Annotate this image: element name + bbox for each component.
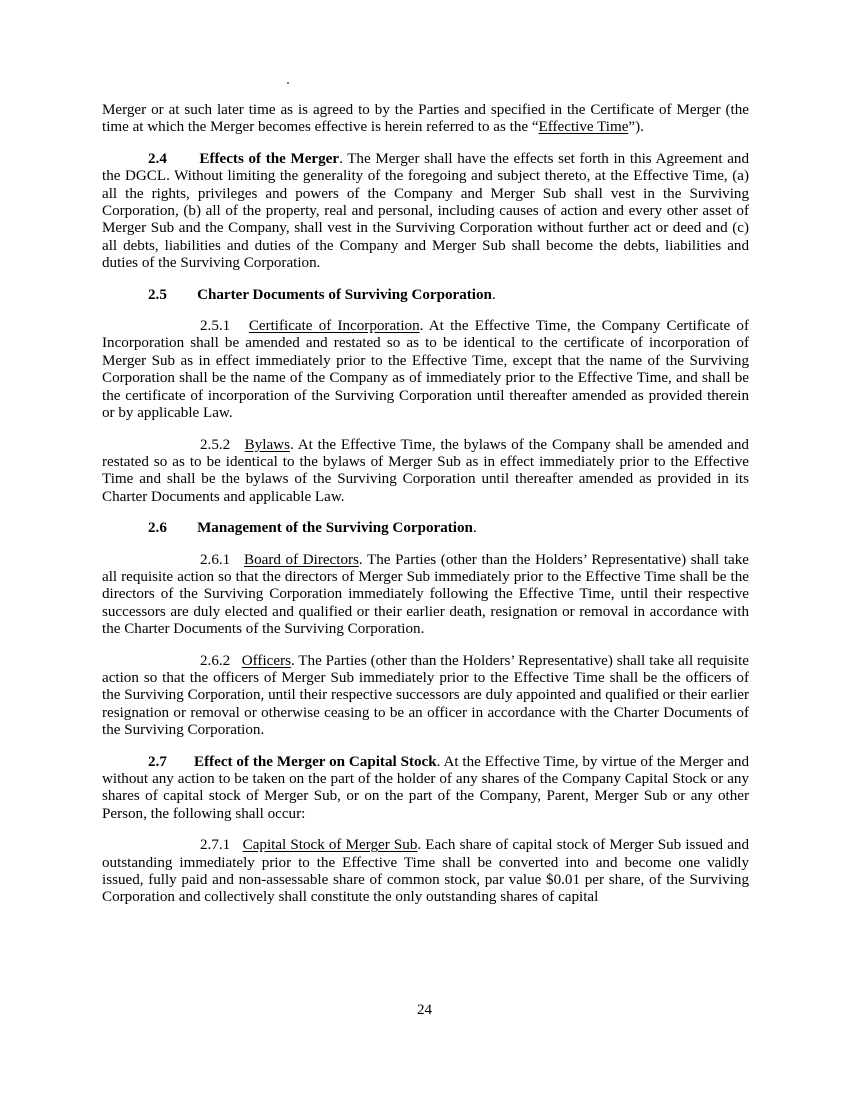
section-2-7 bbox=[102, 754, 749, 824]
paragraph-effective-time bbox=[102, 102, 749, 137]
subsection-title: Bylaws bbox=[244, 436, 290, 453]
section-2-5 bbox=[102, 287, 749, 304]
section-title-punct: . bbox=[436, 753, 441, 770]
paragraph-text: Merger or at such later time as is agreed to by the Parties and specified in the Certificate of Merger (the time at which the Merger becomes effective is herein referred to as the “ bbox=[102, 102, 749, 136]
page-number: 24 bbox=[416, 1002, 433, 1018]
section-number: 2.4 bbox=[148, 150, 167, 167]
section-number: 2.5 bbox=[148, 286, 167, 303]
defined-term: Effective Time bbox=[538, 119, 629, 136]
subsection-title: Certificate of Incorporation bbox=[248, 318, 420, 335]
subsection-body: . At the Effective Time, the Company Certificate of Incorporation shall be amended and restated so as to be identical to the certificate of incorporation of Merger Sub as in effect immediately prior to the Effective Time, except that the name of the Surviving Corporation shall be the name of the Company as of immediately prior to the Effective Time, and shall be the certificate of incorporation of the Surviving Corporation until thereafter amended as provided therein or by applicable Law. bbox=[102, 318, 749, 422]
section-title-punct: . bbox=[339, 150, 343, 167]
subsection-title: Officers bbox=[241, 652, 291, 669]
scan-mark bbox=[287, 82, 289, 84]
document-page bbox=[102, 102, 749, 921]
section-title: Effects of the Merger bbox=[199, 150, 340, 167]
subsection-number: 2.5.2 bbox=[200, 436, 231, 453]
section-title-punct: . bbox=[491, 286, 496, 303]
paragraph-tail: ”). bbox=[628, 119, 644, 136]
subsection-body: . The Parties (other than the Holders’ Representative) shall take all requisite action so that the directors of Merger Sub immediately prior to the Effective Time shall be the directors of the Surviving Corporation immediately following the Effective Time, until their respective successors are duly elected and qualified or their earlier death, resignation or removal in accordance with the Charter Documents of the Surviving Corporation. bbox=[102, 551, 750, 638]
section-2-7-1 bbox=[102, 837, 749, 907]
section-title: Charter Documents of Surviving Corporation bbox=[197, 286, 492, 303]
section-2-4 bbox=[102, 151, 749, 273]
section-2-5-1 bbox=[102, 318, 749, 422]
section-2-5-2 bbox=[102, 437, 749, 507]
subsection-number: 2.6.2 bbox=[200, 652, 231, 669]
section-title-punct: . bbox=[472, 520, 477, 537]
subsection-body: . At the Effective Time, the bylaws of the Company shall be amended and restated so as to be identical to the bylaws of Merger Sub as in effect immediately prior to the Effective Time and shall be the bylaws of the Surviving Corporation until thereafter amended as provided in its Charter Documents and applicable Law. bbox=[102, 436, 749, 505]
section-2-6-1 bbox=[102, 552, 749, 639]
section-number: 2.6 bbox=[148, 520, 167, 537]
section-2-6 bbox=[102, 520, 749, 537]
section-2-6-2 bbox=[102, 653, 749, 740]
subsection-title: Capital Stock of Merger Sub bbox=[242, 837, 418, 854]
subsection-number: 2.7.1 bbox=[200, 837, 231, 854]
section-title: Management of the Surviving Corporation bbox=[197, 520, 473, 537]
subsection-number: 2.6.1 bbox=[200, 551, 231, 568]
subsection-body: . The Parties (other than the Holders’ Representative) shall take all requisite action so that the officers of Merger Sub immediately prior to the Effective Time shall be the officers of the Surviving Corporation, until their respective successors are duly appointed and qualified or their earlier resignation or removal or otherwise ceasing to be an officer in accordance with the Charter Documents of the Surviving Corporation. bbox=[102, 652, 749, 739]
subsection-number: 2.5.1 bbox=[200, 318, 231, 335]
subsection-body: . Each share of capital stock of Merger Sub issued and outstanding immediately prior to the Effective Time shall be converted into and become one validly issued, fully paid and non-assessable share of common stock, par value $0.01 per share, of the Surviving Corporation and collectively shall constitute the only outstanding shares of capital bbox=[102, 837, 749, 906]
section-title: Effect of the Merger on Capital Stock bbox=[194, 753, 437, 770]
section-number: 2.7 bbox=[148, 753, 167, 770]
section-body: The Merger shall have the effects set forth in this Agreement and the DGCL. Without limiting the generality of the foregoing and subject thereto, at the Effective Time, (a) all the rights, privileges and powers of the Company and Merger Sub shall vest in the Surviving Corporation, (b) all of the property, real and personal, including causes of action and every other asset of Merger Sub and the Company, shall vest in the Surviving Corporation without further act or deed and (c) all debts, liabilities and duties of the Company and Merger Sub shall become the debts, liabilities and duties of the Surviving Corporation. bbox=[102, 150, 749, 272]
section-body: At the Effective Time, by virtue of the Merger and without any action to be taken on the part of the holder of any shares of the Company Capital Stock or any shares of capital stock of Merger Sub, or on the part of the Company, Parent, Merger Sub or any other Person, the following shall occur: bbox=[102, 753, 749, 822]
subsection-title: Board of Directors bbox=[244, 551, 359, 568]
